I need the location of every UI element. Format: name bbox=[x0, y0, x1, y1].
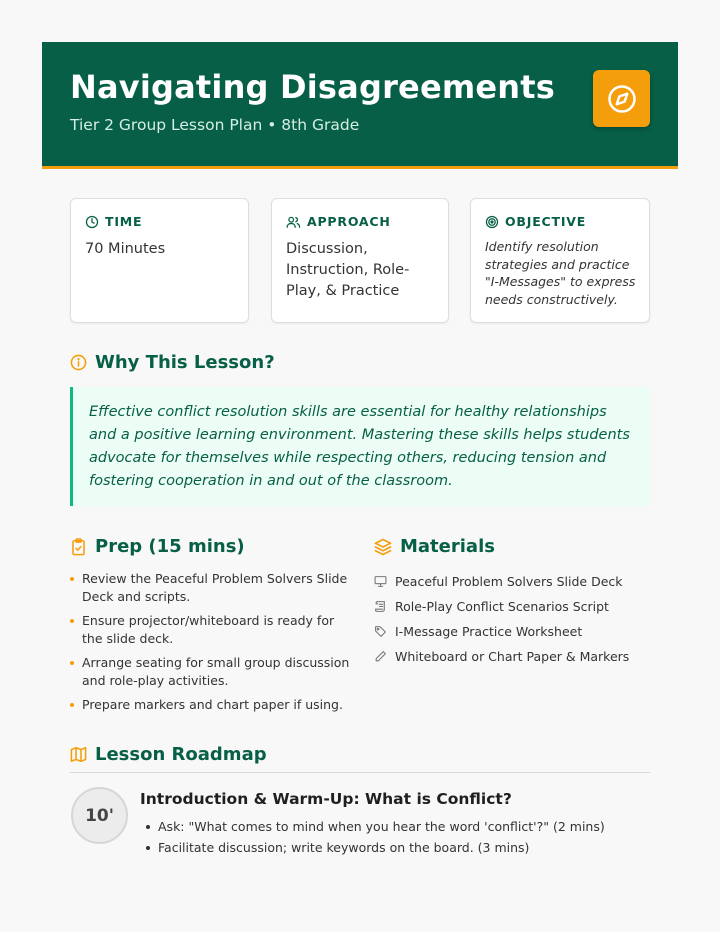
objective-value: Identify resolution strategies and practice "I-Messages" to express needs constructively. bbox=[485, 239, 636, 307]
list-item: Peaceful Problem Solvers Slide Deck bbox=[374, 569, 629, 594]
list-item: Ask: "What comes to mind when you hear the word 'conflict'?" (2 mins) bbox=[146, 818, 605, 839]
prep-section-title: Prep (15 mins) bbox=[70, 536, 245, 557]
prep-list bbox=[70, 570, 350, 720]
time-label: TIME bbox=[105, 214, 143, 229]
lesson-header bbox=[42, 42, 678, 169]
clipboard-check-icon bbox=[70, 538, 87, 556]
approach-value: Discussion, Instruction, Role-Play, & Practice bbox=[286, 241, 410, 299]
step-duration-badge: 10' bbox=[71, 787, 128, 844]
why-section-title: Why This Lesson? bbox=[70, 352, 275, 373]
target-icon bbox=[485, 215, 499, 229]
approach-card bbox=[271, 198, 449, 323]
objective-card bbox=[470, 198, 650, 323]
tag-icon bbox=[374, 625, 387, 638]
list-item: Review the Peaceful Problem Solvers Slide Deck and scripts. bbox=[70, 570, 350, 606]
materials-list bbox=[374, 569, 629, 669]
why-quote: Effective conflict resolution skills are essential for healthy relationships and a positive learning environment. Mastering these skills helps students advocate for themselves while respecting others, reducing tension and fostering cooperation in and out of the classroom. bbox=[70, 387, 650, 506]
roadmap-divider bbox=[70, 772, 650, 773]
time-value: 70 Minutes bbox=[85, 241, 166, 257]
page-subtitle: Tier 2 Group Lesson Plan • 8th Grade bbox=[70, 116, 360, 134]
compass-icon bbox=[593, 70, 650, 127]
list-item: Facilitate discussion; write keywords on the board. (3 mins) bbox=[146, 839, 605, 860]
pencil-icon bbox=[374, 650, 387, 663]
objective-label: OBJECTIVE bbox=[505, 214, 587, 229]
list-item: Role-Play Conflict Scenarios Script bbox=[374, 594, 629, 619]
time-card bbox=[70, 198, 249, 323]
list-item: Whiteboard or Chart Paper & Markers bbox=[374, 644, 629, 669]
list-item: Ensure projector/whiteboard is ready for the slide deck. bbox=[70, 612, 350, 648]
presentation-icon bbox=[374, 575, 387, 588]
list-item: Arrange seating for small group discussion and role-play activities. bbox=[70, 654, 350, 690]
map-icon bbox=[70, 746, 87, 763]
layers-icon bbox=[374, 538, 392, 556]
info-icon bbox=[70, 354, 87, 371]
script-icon bbox=[374, 600, 387, 613]
materials-section-title: Materials bbox=[374, 536, 495, 557]
users-icon bbox=[286, 215, 301, 229]
list-item: I-Message Practice Worksheet bbox=[374, 619, 629, 644]
step-title: Introduction & Warm-Up: What is Conflict? bbox=[140, 790, 512, 808]
roadmap-section-title: Lesson Roadmap bbox=[70, 744, 267, 765]
page-title: Navigating Disagreements bbox=[70, 68, 556, 106]
clock-icon bbox=[85, 215, 99, 229]
list-item: Prepare markers and chart paper if using. bbox=[70, 696, 350, 714]
step-list bbox=[146, 818, 605, 860]
approach-label: APPROACH bbox=[307, 214, 391, 229]
